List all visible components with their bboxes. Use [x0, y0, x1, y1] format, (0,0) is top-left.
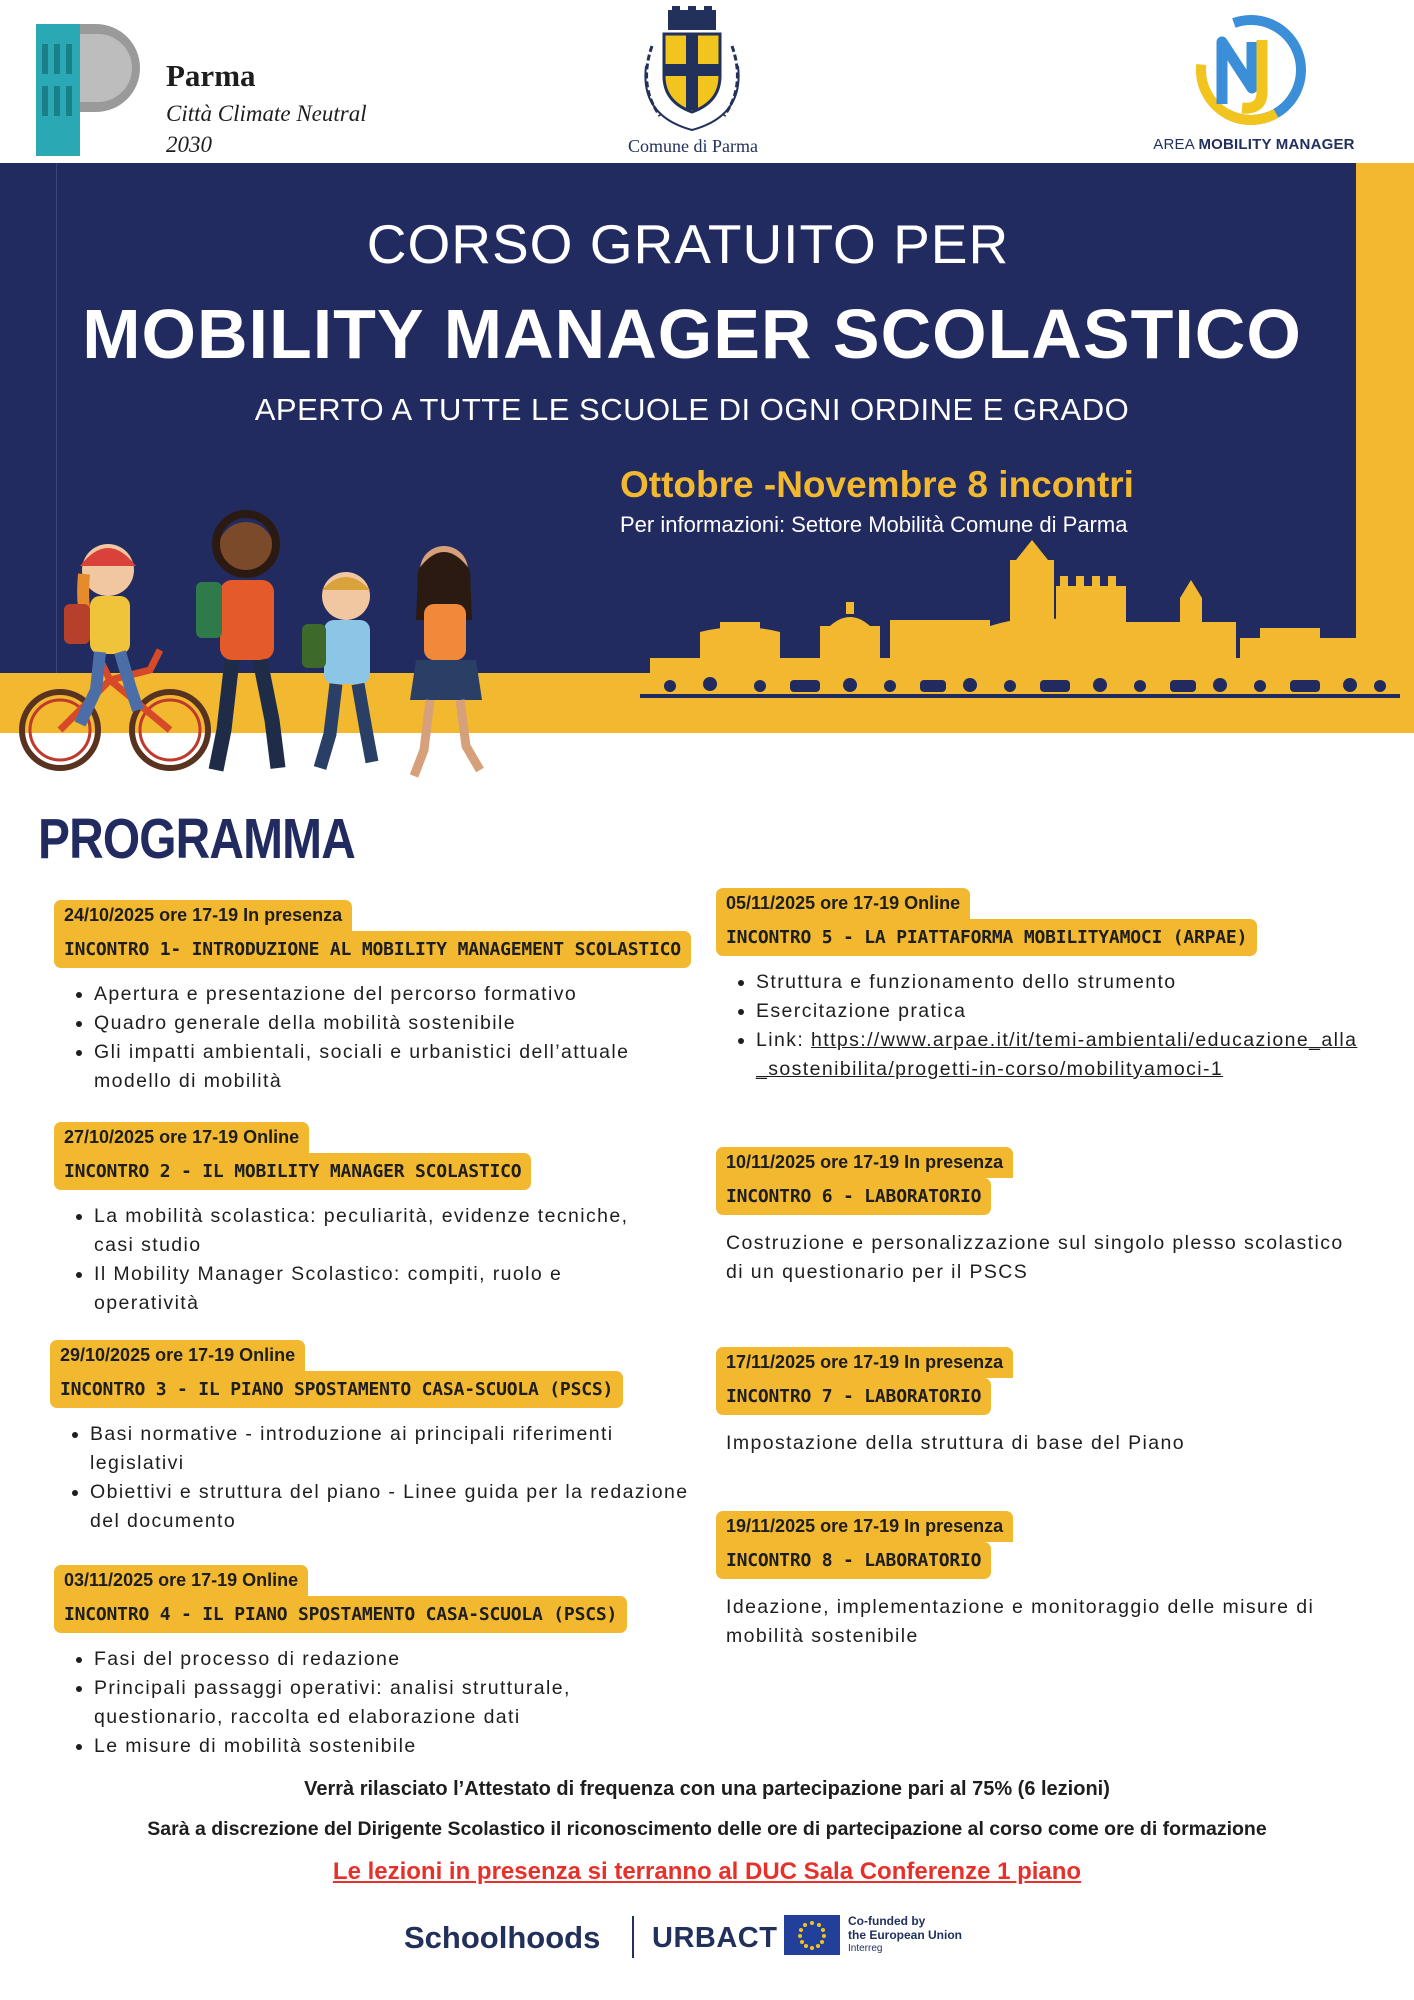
attestato-note: Verrà rilasciato l’Attestato di frequenza con una partecipazione pari al 75% (6 lezioni) — [304, 1778, 1110, 1800]
eu-line2: the European Union — [848, 1928, 962, 1942]
incontro-points — [716, 968, 1366, 1084]
banner-info: Per informazioni: Settore Mobilità Comune di Parma — [620, 512, 1128, 537]
incontro-title: INCONTRO 3 - IL PIANO SPOSTAMENTO CASA-SCUOLA (PSCS) — [50, 1371, 623, 1408]
incontro-5 — [716, 888, 1366, 1084]
incontro-title: INCONTRO 2 - IL MOBILITY MANAGER SCOLASTICO — [54, 1153, 531, 1190]
banner-line1: CORSO GRATUITO PER — [366, 213, 1010, 275]
incontro-3 — [50, 1340, 690, 1536]
list-item: • Gli impatti ambientali, sociali e urbanistici dell’attuale modello di mobilità — [94, 1038, 694, 1096]
programma-title: PROGRAMMA — [38, 807, 355, 871]
parma-subtitle: Città Climate Neutral 2030 — [166, 101, 367, 157]
parma-title: Parma — [166, 58, 256, 93]
incontro-title: INCONTRO 4 - IL PIANO SPOSTAMENTO CASA-SCUOLA (PSCS) — [54, 1596, 627, 1633]
incontro-description: Impostazione della struttura di base del Piano — [726, 1432, 1185, 1454]
incontro-date: 24/10/2025 ore 17-19 In presenza — [54, 900, 352, 931]
incontro-title: INCONTRO 1- INTRODUZIONE AL MOBILITY MANAGEMENT SCOLASTICO — [54, 931, 691, 968]
incontro-title: INCONTRO 7 - LABORATORIO — [716, 1378, 991, 1415]
incontro-points — [54, 1202, 674, 1318]
city-skyline-illustration — [640, 540, 1400, 720]
eu-line1: Co-funded by — [848, 1914, 926, 1928]
amm-label-bold: MOBILITY MANAGER — [1198, 136, 1355, 153]
banner-subtitle: APERTO A TUTTE LE SCUOLE DI OGNI ORDINE E GRADO — [254, 392, 1130, 427]
incontro-7 — [716, 1347, 1356, 1458]
incontro-description: Costruzione e personalizzazione sul singolo plesso scolastico di un questionario per il PSCS — [726, 1232, 1344, 1283]
incontro-8 — [716, 1511, 1356, 1651]
incontro-date: 10/11/2025 ore 17-19 In presenza — [716, 1147, 1013, 1178]
banner-title: MOBILITY MANAGER SCOLASTICO — [82, 295, 1302, 373]
incontro-title: INCONTRO 5 - LA PIATTAFORMA MOBILITYAMOCI (ARPAE) — [716, 919, 1257, 956]
children-walking-illustration — [10, 500, 500, 790]
list-item-link — [756, 1026, 1366, 1084]
list-item: • La mobilità scolastica: peculiarità, evidenze tecniche, casi studio — [94, 1202, 674, 1260]
incontro-date: 27/10/2025 ore 17-19 Online — [54, 1122, 309, 1153]
incontro-4 — [54, 1565, 674, 1761]
comune-label: Comune di Parma — [628, 136, 758, 156]
incontro-6 — [716, 1147, 1356, 1287]
list-item: • Il Mobility Manager Scolastico: compiti, ruolo e operatività — [94, 1260, 674, 1318]
incontro-title: INCONTRO 6 - LABORATORIO — [716, 1178, 991, 1215]
incontro-description: Ideazione, implementazione e monitoraggio delle misure di mobilità sostenibile — [726, 1596, 1315, 1647]
list-item: • Principali passaggi operativi: analisi strutturale, questionario, raccolta ed elaborazione dati — [94, 1674, 674, 1732]
list-item: • Fasi del processo di redazione — [94, 1645, 674, 1674]
incontro-date: 03/11/2025 ore 17-19 Online — [54, 1565, 308, 1596]
incontro-1 — [54, 900, 694, 1096]
list-item: • Apertura e presentazione del percorso formativo — [94, 980, 694, 1009]
sede-note: Le lezioni in presenza si terranno al DUC Sala Conferenze 1 piano — [332, 1858, 1082, 1885]
riconoscimento-note: Sarà a discrezione del Dirigente Scolastico il riconoscimento delle ore di partecipazione al corso come ore di formazione — [147, 1818, 1267, 1840]
list-item: • Quadro generale della mobilità sostenibile — [94, 1009, 694, 1038]
link-label: Link: — [756, 1029, 812, 1051]
incontro-date: 17/11/2025 ore 17-19 In presenza — [716, 1347, 1013, 1378]
schoolhoods-logo: Schoolhoods — [404, 1920, 601, 1955]
list-item: • Esercitazione pratica — [756, 997, 1366, 1026]
urbact-logo: URBACT — [652, 1922, 778, 1954]
eu-cofunded-label — [848, 1914, 962, 1956]
list-item: • Basi normative - introduzione ai principali riferimenti legislativi — [90, 1420, 690, 1478]
logo-divider — [632, 1916, 634, 1958]
eu-line3: Interreg — [848, 1943, 883, 1954]
incontro-points — [54, 1645, 674, 1761]
comune-crest-icon — [630, 6, 754, 134]
incontro-date: 19/11/2025 ore 17-19 In presenza — [716, 1511, 1013, 1542]
incontro-2 — [54, 1122, 674, 1318]
incontro-date: 05/11/2025 ore 17-19 Online — [716, 888, 970, 919]
eu-flag-icon — [784, 1915, 840, 1955]
list-item: • Struttura e funzionamento dello strumento — [756, 968, 1366, 997]
banner-period: Ottobre -Novembre 8 incontri — [620, 464, 1134, 505]
parma-p-logo — [36, 24, 140, 156]
area-mobility-manager-label — [1124, 136, 1384, 153]
incontro-title: INCONTRO 8 - LABORATORIO — [716, 1542, 991, 1579]
amm-label-prefix: AREA — [1153, 136, 1199, 153]
incontro-date: 29/10/2025 ore 17-19 Online — [50, 1340, 305, 1371]
incontro-points — [54, 980, 694, 1096]
area-mobility-manager-logo-icon — [1186, 12, 1316, 128]
list-item: • Le misure di mobilità sostenibile — [94, 1732, 674, 1761]
incontro-points — [50, 1420, 690, 1536]
list-item: • Obiettivi e struttura del piano - Linee guida per la redazione del documento — [90, 1478, 690, 1536]
arpae-link[interactable]: https://www.arpae.it/it/temi-ambientali/educazione_alla_sostenibilita/progetti-in-corso/mobilityamoci-1 — [756, 1029, 1358, 1080]
